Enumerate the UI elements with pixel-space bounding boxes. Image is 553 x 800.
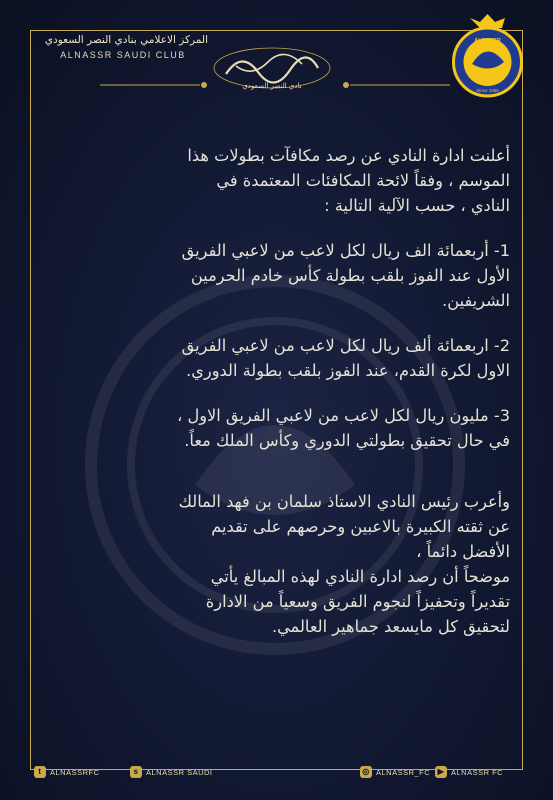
- twitter-handle: ALNASSRFC: [50, 767, 100, 777]
- bonus-item-1: 1- أربعمائة الف ريال لكل لاعب من لاعبي الفريق الأول عند الفوز بلقب بطولة كأس خادم الحرمين الشريفين.: [181, 241, 510, 310]
- president-statement: وأعرب رئيس النادي الاستاذ سلمان بن فهد المالك عن ثقته الكبيرة بالاعبين وحرصهم على تقديم الأفضل دائماً ،: [178, 492, 510, 561]
- club-name-arabic: المركز الاعلامي بنادي النصر السعودي: [44, 34, 208, 46]
- announcement-body: [55, 143, 510, 639]
- club-name-english: ALNASSR SAUDI CLUB: [60, 50, 186, 60]
- ornament-right: [340, 78, 450, 92]
- intro-paragraph: أعلنت ادارة النادي عن رصد مكافآت بطولات هذا الموسم ، وفقاً لائحة المكافئات المعتمدة في النادي ، حسب الآلية التالية :: [187, 146, 510, 215]
- footer-youtube[interactable]: [435, 766, 503, 778]
- svg-text:ALNASSR: ALNASSR: [474, 38, 501, 44]
- calligraphy-text: نادي النصر السعودي: [242, 82, 302, 90]
- snapchat-icon: s: [130, 766, 142, 778]
- clarification-paragraph: موضحاً أن رصد ادارة النادي لهذه المبالغ يأتي تقديراً وتحفيزاً لنجوم الفريق وسعياً من الادارة لتحقيق كل مايسعد جماهير العالمي.: [205, 567, 510, 636]
- instagram-handle: ALNASSR_FC: [376, 767, 431, 777]
- bonus-item-3: 3- مليون ريال لكل لاعب من لاعبي الفريق الاول ، في حال تحقيق بطولتي الدوري وكأس الملك معاً.: [177, 406, 510, 450]
- snapchat-handle: ALNASSR SAUDI: [146, 767, 213, 777]
- youtube-icon: ▶: [435, 766, 447, 778]
- footer-snapchat[interactable]: [130, 766, 213, 778]
- alnassr-logo: [450, 12, 525, 102]
- instagram-icon: ◎: [360, 766, 372, 778]
- footer-twitter[interactable]: [34, 766, 100, 778]
- social-footer: [30, 762, 523, 784]
- ornament-left: [100, 78, 210, 92]
- footer-instagram[interactable]: [360, 766, 430, 778]
- twitter-icon: t: [34, 766, 46, 778]
- calligraphy-emblem: [212, 44, 332, 92]
- logo-since: Since 1955: [476, 88, 499, 93]
- bonus-item-2: 2- اربعمائة ألف ريال لكل لاعب من لاعبي الفريق الاول لكرة القدم، عند الفوز بلقب بطولة الدوري.: [181, 336, 510, 380]
- youtube-handle: ALNASSR FC: [451, 767, 504, 777]
